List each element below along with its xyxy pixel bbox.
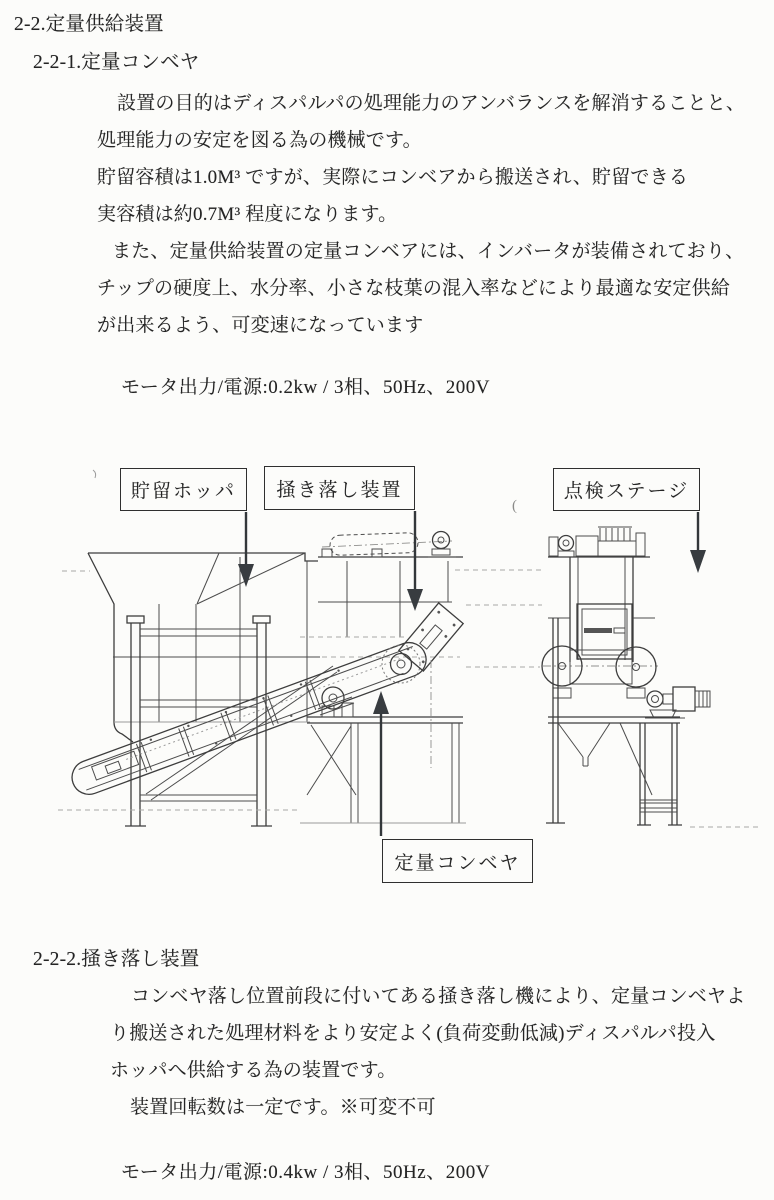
conveyor-arrow (373, 691, 389, 836)
body-line: コンベヤ落し位置前段に付いてある掻き落し機により、定量コンベヤよ (131, 986, 746, 1007)
section1-heading: 2-2.定量供給装置 (14, 14, 164, 35)
pulley-wheels (542, 646, 658, 698)
storage-hopper (88, 553, 463, 742)
stage-label-box: 点検ステージ (553, 468, 700, 511)
conveyor-label-box: 定量コンベヤ (382, 839, 533, 883)
idler-roller (318, 687, 354, 717)
scraper-drum-motor (322, 532, 456, 558)
side-view (542, 527, 762, 827)
motor-spec-line-1: モータ出力/電源:0.2kw / 3相、50Hz、200V (121, 377, 490, 398)
head-stand (300, 717, 466, 823)
side-motor-gearbox (645, 687, 710, 718)
body-line: が出来るよう、可変速になっています (97, 315, 424, 336)
front-view (58, 532, 466, 827)
body-line: チップの硬度上、水分率、小さな枝葉の混入率などにより最適な安定供給 (97, 278, 731, 299)
body-line: 貯留容積は1.0M³ ですが、実際にコンベアから搬送され、貯留できる (97, 167, 689, 188)
body-line: 設置の目的はディスパルパの処理能力のアンバランスを解消することと、 (117, 93, 746, 114)
conveyor-channel (67, 638, 431, 799)
motor-icon (433, 532, 450, 549)
motor-spec-line-2: モータ出力/電源:0.4kw / 3相、50Hz、200V (121, 1162, 490, 1183)
hopper-label-box: 貯留ホッパ (120, 468, 247, 511)
top-drive-assembly (548, 527, 650, 557)
stage-arrow (690, 512, 706, 573)
body-line: り搬送された処理材料をより安定よく(負荷変動低減)ディスパルパ投入 (110, 1023, 716, 1044)
callout-arrows (238, 511, 706, 836)
body-line: 処理能力の安定を図る為の機械です。 (97, 130, 422, 151)
section2-heading: 2-2-2.掻き落し装置 (33, 949, 200, 970)
scraper-label-box: 掻き落し装置 (264, 466, 415, 510)
body-line: 実容積は約0.7M³ 程度になります。 (97, 204, 398, 225)
section1-subheading: 2-2-1.定量コンベヤ (33, 52, 200, 73)
body-line: 装置回転数は一定です。※可変不可 (130, 1097, 436, 1118)
scan-paren-mark: ( (512, 498, 517, 514)
body-line: また、定量供給装置の定量コンベアには、インバータが装備されており、 (112, 241, 745, 262)
motor-icon (559, 536, 574, 551)
body-line: ホッパへ供給する為の装置です。 (110, 1060, 397, 1081)
scraper-arrow (407, 511, 423, 611)
